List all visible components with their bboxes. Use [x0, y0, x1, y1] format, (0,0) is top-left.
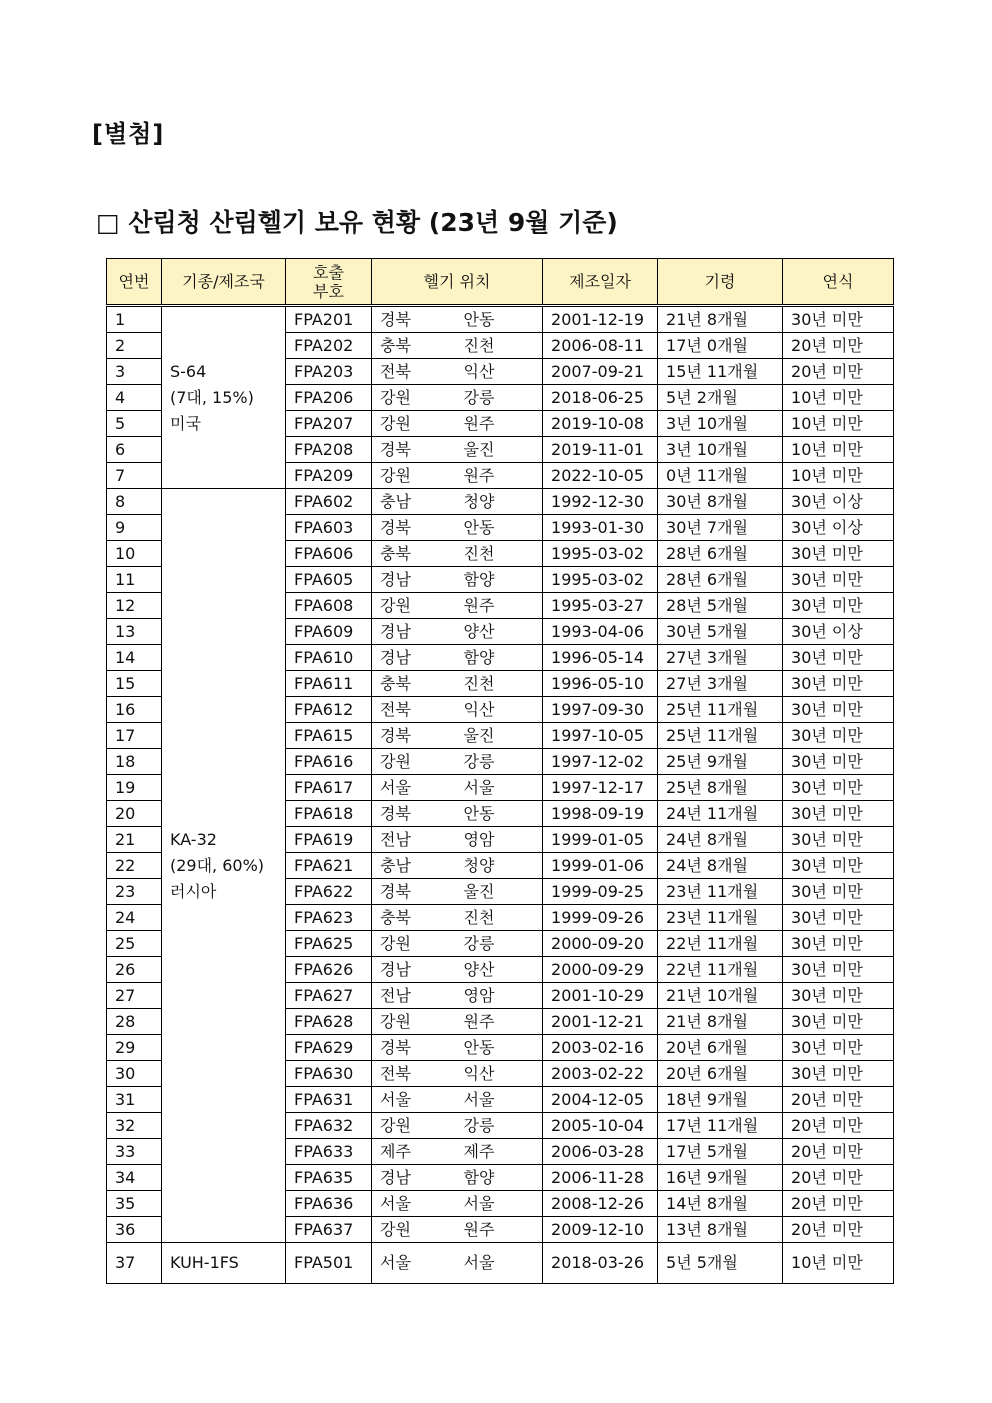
cell-city: 서울: [456, 1243, 543, 1284]
cell-manufacture-date: 1998-09-19: [543, 801, 658, 827]
cell-callsign: FPA628: [286, 1009, 372, 1035]
cell-age: 24년 8개월: [658, 827, 783, 853]
cell-age-class: 20년 미만: [783, 1191, 894, 1217]
cell-callsign: FPA203: [286, 359, 372, 385]
cell-province: 경북: [372, 879, 456, 905]
cell-serial: 15: [107, 671, 162, 697]
cell-age-class: 30년 미만: [783, 983, 894, 1009]
cell-city: 익산: [456, 359, 543, 385]
cell-serial: 33: [107, 1139, 162, 1165]
cell-province: 경남: [372, 567, 456, 593]
cell-callsign: FPA611: [286, 671, 372, 697]
cell-manufacture-date: 1993-01-30: [543, 515, 658, 541]
cell-age: 15년 11개월: [658, 359, 783, 385]
cell-province: 경남: [372, 1165, 456, 1191]
cell-age: 0년 11개월: [658, 463, 783, 489]
cell-city: 서울: [456, 775, 543, 801]
cell-manufacture-date: 2007-09-21: [543, 359, 658, 385]
cell-age: 16년 9개월: [658, 1165, 783, 1191]
cell-serial: 6: [107, 437, 162, 463]
cell-serial: 25: [107, 931, 162, 957]
cell-province: 경남: [372, 957, 456, 983]
cell-city: 진천: [456, 671, 543, 697]
cell-city: 안동: [456, 306, 543, 333]
cell-city: 원주: [456, 1217, 543, 1243]
cell-callsign: FPA605: [286, 567, 372, 593]
header-location: 헬기 위치: [372, 259, 543, 306]
cell-age: 24년 8개월: [658, 853, 783, 879]
cell-province: 강원: [372, 1217, 456, 1243]
cell-province: 경북: [372, 1035, 456, 1061]
cell-manufacture-date: 2008-12-26: [543, 1191, 658, 1217]
cell-callsign: FPA201: [286, 306, 372, 333]
cell-serial: 16: [107, 697, 162, 723]
cell-manufacture-date: 1996-05-10: [543, 671, 658, 697]
cell-age-class: 10년 미만: [783, 437, 894, 463]
table-row: [107, 306, 894, 333]
cell-city: 함양: [456, 1165, 543, 1191]
cell-serial: 14: [107, 645, 162, 671]
cell-model-group: [162, 306, 286, 489]
cell-city: 함양: [456, 645, 543, 671]
cell-manufacture-date: 1995-03-27: [543, 593, 658, 619]
cell-city: 강릉: [456, 1113, 543, 1139]
cell-age-class: 30년 미만: [783, 723, 894, 749]
cell-callsign: FPA637: [286, 1217, 372, 1243]
model-line: 러시아: [170, 881, 217, 901]
cell-callsign: FPA618: [286, 801, 372, 827]
cell-age: 30년 8개월: [658, 489, 783, 515]
header-age: 기령: [658, 259, 783, 306]
cell-manufacture-date: 2000-09-20: [543, 931, 658, 957]
header-age-class: 연식: [783, 259, 894, 306]
cell-serial: 27: [107, 983, 162, 1009]
cell-age-class: 30년 이상: [783, 489, 894, 515]
cell-age-class: 10년 미만: [783, 1243, 894, 1284]
table-body: [107, 306, 894, 1284]
cell-serial: 3: [107, 359, 162, 385]
model-line: S-64: [170, 361, 207, 381]
cell-callsign: FPA630: [286, 1061, 372, 1087]
cell-age-class: 30년 미만: [783, 905, 894, 931]
cell-age: 30년 7개월: [658, 515, 783, 541]
cell-serial: 28: [107, 1009, 162, 1035]
cell-province: 전북: [372, 697, 456, 723]
cell-callsign: FPA608: [286, 593, 372, 619]
cell-serial: 21: [107, 827, 162, 853]
cell-age: 23년 11개월: [658, 879, 783, 905]
cell-province: 전북: [372, 1061, 456, 1087]
cell-province: 제주: [372, 1139, 456, 1165]
cell-manufacture-date: 1997-12-17: [543, 775, 658, 801]
cell-serial: 18: [107, 749, 162, 775]
cell-province: 전북: [372, 359, 456, 385]
cell-serial: 7: [107, 463, 162, 489]
cell-age-class: 30년 미만: [783, 853, 894, 879]
cell-province: 경북: [372, 723, 456, 749]
cell-province: 강원: [372, 1113, 456, 1139]
attachment-label: [별첨]: [92, 120, 165, 148]
cell-age: 18년 9개월: [658, 1087, 783, 1113]
cell-manufacture-date: 1999-01-05: [543, 827, 658, 853]
cell-age: 21년 8개월: [658, 1009, 783, 1035]
cell-manufacture-date: 1999-01-06: [543, 853, 658, 879]
cell-age-class: 30년 미만: [783, 801, 894, 827]
cell-age-class: 20년 미만: [783, 1087, 894, 1113]
cell-age-class: 30년 미만: [783, 593, 894, 619]
cell-age-class: 30년 미만: [783, 827, 894, 853]
cell-age: 17년 5개월: [658, 1139, 783, 1165]
cell-serial: 34: [107, 1165, 162, 1191]
cell-age: 25년 9개월: [658, 749, 783, 775]
cell-manufacture-date: 2005-10-04: [543, 1113, 658, 1139]
cell-callsign: FPA208: [286, 437, 372, 463]
cell-age: 21년 8개월: [658, 306, 783, 333]
cell-age: 28년 6개월: [658, 567, 783, 593]
cell-serial: 30: [107, 1061, 162, 1087]
cell-city: 익산: [456, 697, 543, 723]
cell-city: 양산: [456, 957, 543, 983]
cell-manufacture-date: 1995-03-02: [543, 541, 658, 567]
cell-province: 경남: [372, 619, 456, 645]
cell-serial: 23: [107, 879, 162, 905]
cell-callsign: FPA626: [286, 957, 372, 983]
cell-model-group: [162, 489, 286, 1243]
cell-age: 20년 6개월: [658, 1061, 783, 1087]
cell-city: 원주: [456, 1009, 543, 1035]
cell-age-class: 10년 미만: [783, 385, 894, 411]
cell-manufacture-date: 2003-02-22: [543, 1061, 658, 1087]
cell-province: 강원: [372, 411, 456, 437]
helicopter-table: [106, 258, 894, 1284]
cell-serial: 36: [107, 1217, 162, 1243]
cell-age: 25년 11개월: [658, 723, 783, 749]
cell-city: 강릉: [456, 385, 543, 411]
model-line: KA-32: [170, 829, 217, 849]
cell-city: 원주: [456, 593, 543, 619]
cell-callsign: FPA625: [286, 931, 372, 957]
cell-city: 울진: [456, 723, 543, 749]
cell-serial: 9: [107, 515, 162, 541]
cell-province: 경북: [372, 801, 456, 827]
cell-callsign: FPA631: [286, 1087, 372, 1113]
cell-age-class: 20년 미만: [783, 1217, 894, 1243]
cell-province: 충북: [372, 905, 456, 931]
cell-age-class: 30년 미만: [783, 775, 894, 801]
cell-city: 청양: [456, 489, 543, 515]
header-manufacture-date: 제조일자: [543, 259, 658, 306]
cell-manufacture-date: 2003-02-16: [543, 1035, 658, 1061]
cell-callsign: FPA602: [286, 489, 372, 515]
cell-callsign: FPA501: [286, 1243, 372, 1284]
cell-manufacture-date: 2001-10-29: [543, 983, 658, 1009]
cell-callsign: FPA635: [286, 1165, 372, 1191]
cell-serial: 31: [107, 1087, 162, 1113]
cell-city: 울진: [456, 437, 543, 463]
cell-province: 강원: [372, 1009, 456, 1035]
cell-manufacture-date: 1997-10-05: [543, 723, 658, 749]
cell-serial: 29: [107, 1035, 162, 1061]
cell-city: 진천: [456, 333, 543, 359]
cell-city: 영암: [456, 827, 543, 853]
cell-callsign: FPA603: [286, 515, 372, 541]
cell-city: 익산: [456, 1061, 543, 1087]
cell-city: 서울: [456, 1191, 543, 1217]
cell-callsign: FPA621: [286, 853, 372, 879]
cell-serial: 19: [107, 775, 162, 801]
table-row: [107, 1243, 894, 1284]
cell-city: 서울: [456, 1087, 543, 1113]
cell-age-class: 30년 미만: [783, 541, 894, 567]
cell-manufacture-date: 2018-06-25: [543, 385, 658, 411]
cell-city: 안동: [456, 1035, 543, 1061]
cell-age-class: 30년 미만: [783, 697, 894, 723]
cell-province: 서울: [372, 1191, 456, 1217]
cell-province: 경북: [372, 515, 456, 541]
cell-manufacture-date: 2019-11-01: [543, 437, 658, 463]
cell-manufacture-date: 2006-08-11: [543, 333, 658, 359]
cell-age: 5년 2개월: [658, 385, 783, 411]
cell-age-class: 30년 미만: [783, 567, 894, 593]
cell-province: 강원: [372, 385, 456, 411]
cell-province: 경남: [372, 645, 456, 671]
cell-city: 원주: [456, 411, 543, 437]
cell-manufacture-date: 1999-09-26: [543, 905, 658, 931]
cell-age-class: 30년 이상: [783, 619, 894, 645]
cell-age-class: 30년 미만: [783, 1009, 894, 1035]
cell-city: 원주: [456, 463, 543, 489]
cell-city: 강릉: [456, 749, 543, 775]
cell-serial: 37: [107, 1243, 162, 1284]
cell-callsign: FPA609: [286, 619, 372, 645]
cell-callsign: FPA617: [286, 775, 372, 801]
cell-city: 함양: [456, 567, 543, 593]
cell-province: 충북: [372, 333, 456, 359]
cell-city: 울진: [456, 879, 543, 905]
cell-city: 진천: [456, 541, 543, 567]
cell-age-class: 30년 미만: [783, 957, 894, 983]
cell-serial: 5: [107, 411, 162, 437]
cell-callsign: FPA610: [286, 645, 372, 671]
cell-manufacture-date: 1997-09-30: [543, 697, 658, 723]
cell-age-class: 30년 미만: [783, 306, 894, 333]
cell-serial: 22: [107, 853, 162, 879]
cell-callsign: FPA207: [286, 411, 372, 437]
cell-serial: 32: [107, 1113, 162, 1139]
cell-callsign: FPA633: [286, 1139, 372, 1165]
cell-serial: 24: [107, 905, 162, 931]
cell-province: 강원: [372, 463, 456, 489]
cell-province: 충북: [372, 671, 456, 697]
header-model: 기종/제조국: [162, 259, 286, 306]
cell-province: 강원: [372, 749, 456, 775]
cell-city: 양산: [456, 619, 543, 645]
cell-manufacture-date: 2019-10-08: [543, 411, 658, 437]
cell-province: 충북: [372, 541, 456, 567]
model-line: 미국: [170, 413, 201, 433]
cell-age-class: 30년 미만: [783, 749, 894, 775]
cell-serial: 10: [107, 541, 162, 567]
cell-callsign: FPA616: [286, 749, 372, 775]
cell-manufacture-date: 1995-03-02: [543, 567, 658, 593]
cell-age: 13년 8개월: [658, 1217, 783, 1243]
cell-manufacture-date: 2004-12-05: [543, 1087, 658, 1113]
cell-age: 20년 6개월: [658, 1035, 783, 1061]
table-row: [107, 489, 894, 515]
cell-serial: 11: [107, 567, 162, 593]
cell-city: 안동: [456, 515, 543, 541]
table-header-row: [107, 259, 894, 306]
cell-serial: 13: [107, 619, 162, 645]
model-line: (7대, 15%): [170, 387, 254, 407]
cell-age-class: 20년 미만: [783, 333, 894, 359]
cell-serial: 4: [107, 385, 162, 411]
cell-age: 28년 6개월: [658, 541, 783, 567]
cell-age: 25년 8개월: [658, 775, 783, 801]
model-line: (29대, 60%): [170, 855, 265, 875]
cell-age: 22년 11개월: [658, 931, 783, 957]
cell-callsign: FPA623: [286, 905, 372, 931]
cell-age: 3년 10개월: [658, 411, 783, 437]
cell-age: 21년 10개월: [658, 983, 783, 1009]
cell-callsign: FPA615: [286, 723, 372, 749]
cell-province: 경북: [372, 306, 456, 333]
cell-manufacture-date: 1992-12-30: [543, 489, 658, 515]
cell-province: 충남: [372, 853, 456, 879]
cell-manufacture-date: 2022-10-05: [543, 463, 658, 489]
cell-province: 경북: [372, 437, 456, 463]
cell-age: 22년 11개월: [658, 957, 783, 983]
cell-province: 강원: [372, 931, 456, 957]
cell-age: 5년 5개월: [658, 1243, 783, 1284]
cell-callsign: FPA632: [286, 1113, 372, 1139]
cell-callsign: FPA629: [286, 1035, 372, 1061]
cell-callsign: FPA606: [286, 541, 372, 567]
cell-serial: 26: [107, 957, 162, 983]
cell-age-class: 30년 이상: [783, 515, 894, 541]
cell-age-class: 20년 미만: [783, 1165, 894, 1191]
cell-model-group: [162, 1243, 286, 1284]
cell-province: 전남: [372, 983, 456, 1009]
cell-serial: 8: [107, 489, 162, 515]
cell-province: 서울: [372, 1087, 456, 1113]
document-title: □ 산림청 산림헬기 보유 현황 (23년 9월 기준): [96, 208, 618, 237]
cell-serial: 17: [107, 723, 162, 749]
cell-age-class: 20년 미만: [783, 359, 894, 385]
cell-age-class: 30년 미만: [783, 931, 894, 957]
cell-province: 전남: [372, 827, 456, 853]
cell-callsign: FPA619: [286, 827, 372, 853]
cell-manufacture-date: 1996-05-14: [543, 645, 658, 671]
cell-manufacture-date: 2000-09-29: [543, 957, 658, 983]
cell-age-class: 20년 미만: [783, 1113, 894, 1139]
cell-province: 충남: [372, 489, 456, 515]
cell-manufacture-date: 2006-11-28: [543, 1165, 658, 1191]
cell-manufacture-date: 2018-03-26: [543, 1243, 658, 1284]
cell-serial: 20: [107, 801, 162, 827]
cell-callsign: FPA627: [286, 983, 372, 1009]
cell-city: 강릉: [456, 931, 543, 957]
cell-province: 강원: [372, 593, 456, 619]
cell-city: 제주: [456, 1139, 543, 1165]
cell-callsign: FPA622: [286, 879, 372, 905]
cell-serial: 12: [107, 593, 162, 619]
cell-city: 진천: [456, 905, 543, 931]
cell-callsign: FPA202: [286, 333, 372, 359]
cell-age: 23년 11개월: [658, 905, 783, 931]
model-line: KUH-1FS: [170, 1253, 239, 1272]
cell-age-class: 30년 미만: [783, 879, 894, 905]
cell-age: 30년 5개월: [658, 619, 783, 645]
cell-age: 27년 3개월: [658, 645, 783, 671]
cell-age-class: 10년 미만: [783, 463, 894, 489]
cell-city: 청양: [456, 853, 543, 879]
cell-city: 안동: [456, 801, 543, 827]
cell-age-class: 30년 미만: [783, 671, 894, 697]
cell-age: 17년 11개월: [658, 1113, 783, 1139]
cell-callsign: FPA636: [286, 1191, 372, 1217]
cell-age: 3년 10개월: [658, 437, 783, 463]
cell-age: 17년 0개월: [658, 333, 783, 359]
cell-age: 14년 8개월: [658, 1191, 783, 1217]
cell-age: 24년 11개월: [658, 801, 783, 827]
cell-callsign: FPA209: [286, 463, 372, 489]
cell-age-class: 30년 미만: [783, 1061, 894, 1087]
cell-serial: 2: [107, 333, 162, 359]
cell-manufacture-date: 1993-04-06: [543, 619, 658, 645]
cell-manufacture-date: 1999-09-25: [543, 879, 658, 905]
cell-manufacture-date: 2006-03-28: [543, 1139, 658, 1165]
cell-age: 27년 3개월: [658, 671, 783, 697]
cell-serial: 1: [107, 306, 162, 333]
cell-callsign: FPA612: [286, 697, 372, 723]
cell-age-class: 10년 미만: [783, 411, 894, 437]
header-serial: 연번: [107, 259, 162, 306]
cell-age: 25년 11개월: [658, 697, 783, 723]
cell-age-class: 30년 미만: [783, 645, 894, 671]
cell-province: 서울: [372, 1243, 456, 1284]
cell-age-class: 20년 미만: [783, 1139, 894, 1165]
cell-serial: 35: [107, 1191, 162, 1217]
header-callsign: 호출 부호: [286, 259, 372, 306]
cell-age: 28년 5개월: [658, 593, 783, 619]
cell-city: 영암: [456, 983, 543, 1009]
cell-age-class: 30년 미만: [783, 1035, 894, 1061]
cell-manufacture-date: 1997-12-02: [543, 749, 658, 775]
cell-province: 서울: [372, 775, 456, 801]
cell-callsign: FPA206: [286, 385, 372, 411]
cell-manufacture-date: 2001-12-19: [543, 306, 658, 333]
cell-manufacture-date: 2009-12-10: [543, 1217, 658, 1243]
cell-manufacture-date: 2001-12-21: [543, 1009, 658, 1035]
